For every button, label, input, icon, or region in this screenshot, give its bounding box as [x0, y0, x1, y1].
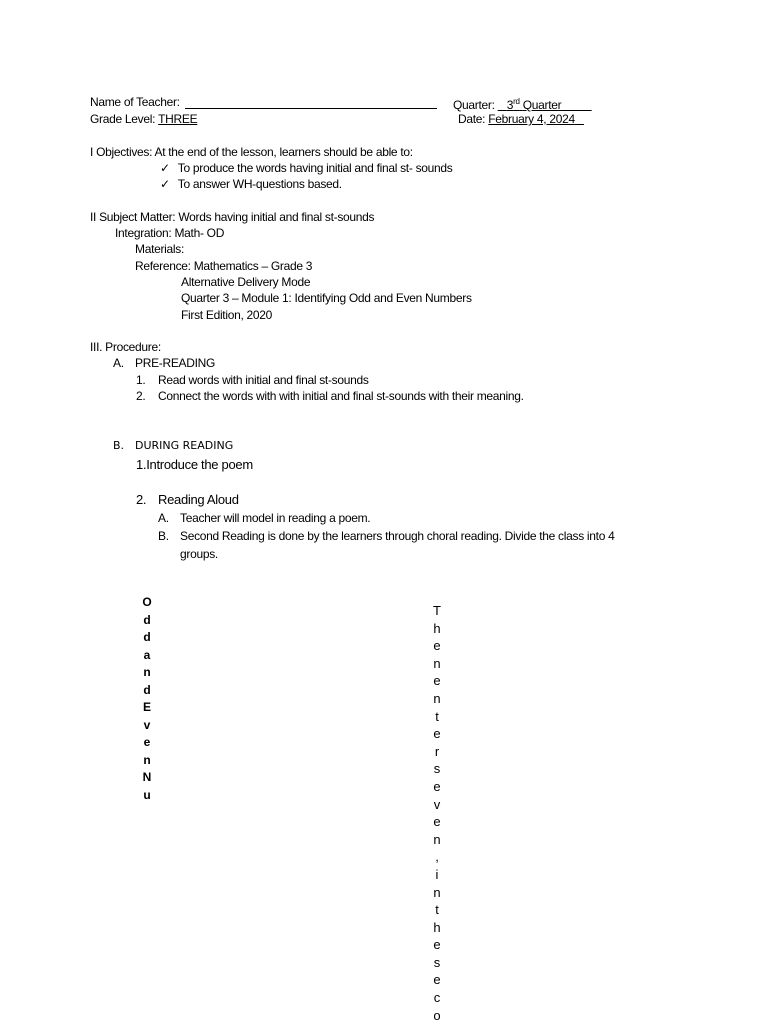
title-letter: n — [143, 665, 151, 679]
title-letter: a — [143, 647, 151, 662]
reading-subitem — [158, 529, 614, 543]
objective-item — [160, 161, 452, 175]
pre-reading-item — [136, 389, 524, 403]
reference-detail: First Edition, 2020 — [181, 308, 273, 322]
poem-letter: s — [433, 761, 441, 777]
item-number: 2. — [136, 492, 147, 507]
section-title: DURING READING — [135, 439, 234, 452]
vertical-poem-title — [140, 594, 154, 804]
poem-letter: o — [433, 1007, 441, 1023]
poem-letter: h — [433, 919, 441, 935]
title-letter: u — [143, 787, 151, 802]
quarter-word: Quarter — [522, 98, 562, 112]
poem-letter: s — [433, 954, 441, 970]
grade-line — [90, 112, 270, 126]
objective-text: To answer WH-questions based. — [177, 177, 342, 191]
poem-letter: c — [433, 990, 441, 1006]
poem-letter: n — [433, 884, 441, 900]
pre-reading-title — [113, 356, 215, 370]
teacher-blank — [185, 96, 437, 109]
title-letter: d — [143, 612, 151, 627]
quarter-line — [453, 95, 592, 112]
poem-letter: i — [435, 866, 439, 882]
subitem-text: Second Reading is done by the learners through choral reading. Divide the class into 4 — [180, 529, 615, 543]
poem-letter: e — [433, 638, 441, 654]
objective-text: To produce the words having initial and final st- sounds — [177, 161, 453, 175]
poem-letter: t — [435, 708, 439, 724]
subitem-continuation: groups. — [180, 547, 218, 561]
date-value — [488, 112, 584, 126]
subitem-letter: B. — [158, 529, 169, 543]
during-reading-title — [113, 439, 233, 453]
poem-letter: e — [433, 726, 441, 742]
checkmark-icon: ✓ — [160, 177, 170, 191]
poem-letter: t — [435, 902, 439, 918]
reading-subitem — [158, 511, 370, 525]
poem-letter: v — [433, 796, 441, 812]
vertical-poem-text — [430, 602, 444, 1024]
procedure-heading: III. Procedure: — [90, 340, 161, 354]
poem-letter: e — [433, 972, 441, 988]
title-letter: d — [143, 682, 151, 697]
section-letter: A. — [113, 356, 124, 370]
poem-letter: e — [433, 814, 441, 830]
poem-letter: n — [433, 655, 441, 671]
poem-letter: n — [433, 690, 441, 706]
date-text: February 4, 2024 — [488, 112, 575, 126]
date-line — [458, 112, 584, 126]
during-reading-item: 1.Introduce the poem — [136, 457, 253, 472]
title-letter: e — [143, 735, 151, 749]
subject-heading: II Subject Matter: Words having initial and final st-sounds — [90, 210, 375, 224]
title-letter: n — [143, 752, 151, 767]
checkmark-icon: ✓ — [160, 161, 170, 175]
reference-line: Reference: Mathematics – Grade 3 — [135, 259, 313, 273]
item-text: Reading Aloud — [158, 492, 239, 507]
integration-line: Integration: Math- OD — [115, 226, 225, 240]
item-text: Read words with initial and final st-sounds — [158, 373, 369, 387]
poem-letter: r — [434, 743, 440, 759]
quarter-label: Quarter: — [453, 98, 495, 112]
poem-letter: e — [433, 673, 441, 689]
subitem-letter: A. — [158, 511, 169, 525]
pre-reading-item — [136, 373, 369, 387]
teacher-label: Name of Teacher: — [90, 95, 180, 109]
section-letter: B. — [113, 439, 125, 452]
quarter-sup: rd — [513, 97, 520, 106]
item-text: Connect the words with with initial and final st-sounds with their meaning. — [158, 389, 524, 403]
objective-item — [160, 177, 342, 191]
title-letter: d — [143, 630, 151, 644]
poem-letter: e — [433, 778, 441, 794]
title-letter: v — [143, 717, 151, 732]
section-title: PRE-READING — [135, 356, 216, 370]
grade-label: Grade Level: — [90, 112, 156, 126]
poem-letter: T — [433, 603, 441, 618]
teacher-line — [90, 95, 437, 109]
item-number: 1. — [136, 373, 146, 387]
quarter-value — [498, 98, 592, 112]
reference-detail: Quarter 3 – Module 1: Identifying Odd and Even Numbers — [181, 291, 472, 305]
objectives-heading: I Objectives: At the end of the lesson, learners should be able to: — [90, 145, 413, 159]
poem-letter: , — [435, 849, 439, 865]
grade-value: THREE — [158, 112, 198, 126]
title-letter: N — [142, 770, 152, 784]
reference-detail: Alternative Delivery Mode — [181, 275, 311, 289]
during-reading-item — [136, 493, 239, 507]
item-number: 2. — [136, 389, 146, 403]
title-letter: E — [142, 700, 151, 714]
poem-letter: h — [433, 620, 441, 636]
date-label: Date: — [458, 112, 486, 126]
poem-letter: e — [433, 937, 441, 953]
quarter-num: 3 — [506, 98, 514, 112]
poem-letter: n — [433, 831, 441, 847]
subitem-text: Teacher will model in reading a poem. — [180, 511, 371, 525]
materials-line: Materials: — [135, 242, 185, 256]
title-letter: O — [142, 595, 152, 609]
